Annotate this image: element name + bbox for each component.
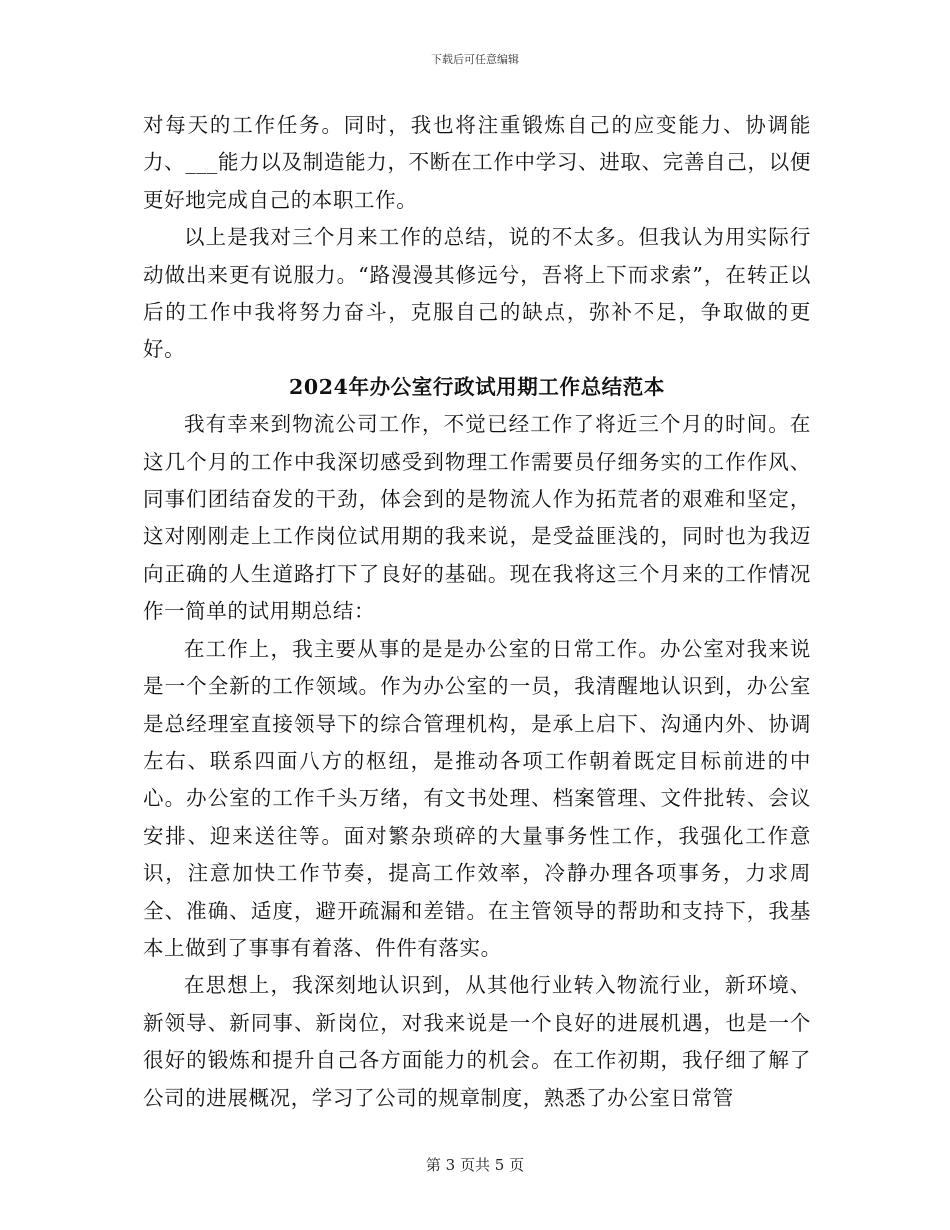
document-body [143,107,811,1117]
paragraph-4: 在工作上，我主要从事的是是办公室的日常工作。办公室对我来说是一个全新的工作领域。作为办公室的一员，我清醒地认识到，办公室是总经理室直接领导下的综合管理机构，是承上启下、沟通内外、协调左右、联系四面八方的枢纽，是推动各项工作朝着既定目标前进的中心。办公室的工作千头万绪，有文书处理、档案管理、文件批转、会议安排、迎来送往等。面对繁杂琐碎的大量事务性工作，我强化工作意识，注意加快工作节奏，提高工作效率，冷静办理各项事务，力求周全、准确、适度，避开疏漏和差错。在主管领导的帮助和支持下，我基本上做到了事事有着落、件件有落实。 [143,636,811,960]
paragraph-3: 我有幸来到物流公司工作，不觉已经工作了将近三个月的时间。在这几个月的工作中我深切感受到物理工作需要员仔细务实的工作作风、同事们团结奋发的干劲，体会到的是物流人作为拓荒者的艰难和坚定，这对刚刚走上工作岗位试用期的我来说，是受益匪浅的，同时也为我迈向正确的人生道路打下了良好的基础。现在我将这三个月来的工作情况作一简单的试用期总结： [143,412,811,624]
paragraph-2: 以上是我对三个月来工作的总结，说的不太多。但我认为用实际行动做出来更有说服力。“路漫漫其修远兮，吾将上下而求索”，在转正以后的工作中我将努力奋斗，克服自己的缺点，弥补不足，争取做的更好。 [143,225,811,362]
paragraph-5: 在思想上，我深刻地认识到，从其他行业转入物流行业，新环境、新领导、新同事、新岗位，对我来说是一个良好的进展机遇，也是一个很好的锻炼和提升自己各方面能力的机会。在工作初期，我仔细了解了公司的进展概况，学习了公司的规章制度，熟悉了办公室日常管 [143,973,811,1110]
paragraph-1: 对每天的工作任务。同时，我也将注重锻炼自己的应变能力、协调能力、___能力以及制造能力，不断在工作中学习、进取、完善自己，以便更好地完成自己的本职工作。 [143,113,811,212]
section-title: 2024年办公室行政试用期工作总结范本 [289,374,665,399]
page-header: 下载后可任意编辑 [431,53,519,66]
page-footer: 第 3 页共 5 页 [425,1156,525,1174]
